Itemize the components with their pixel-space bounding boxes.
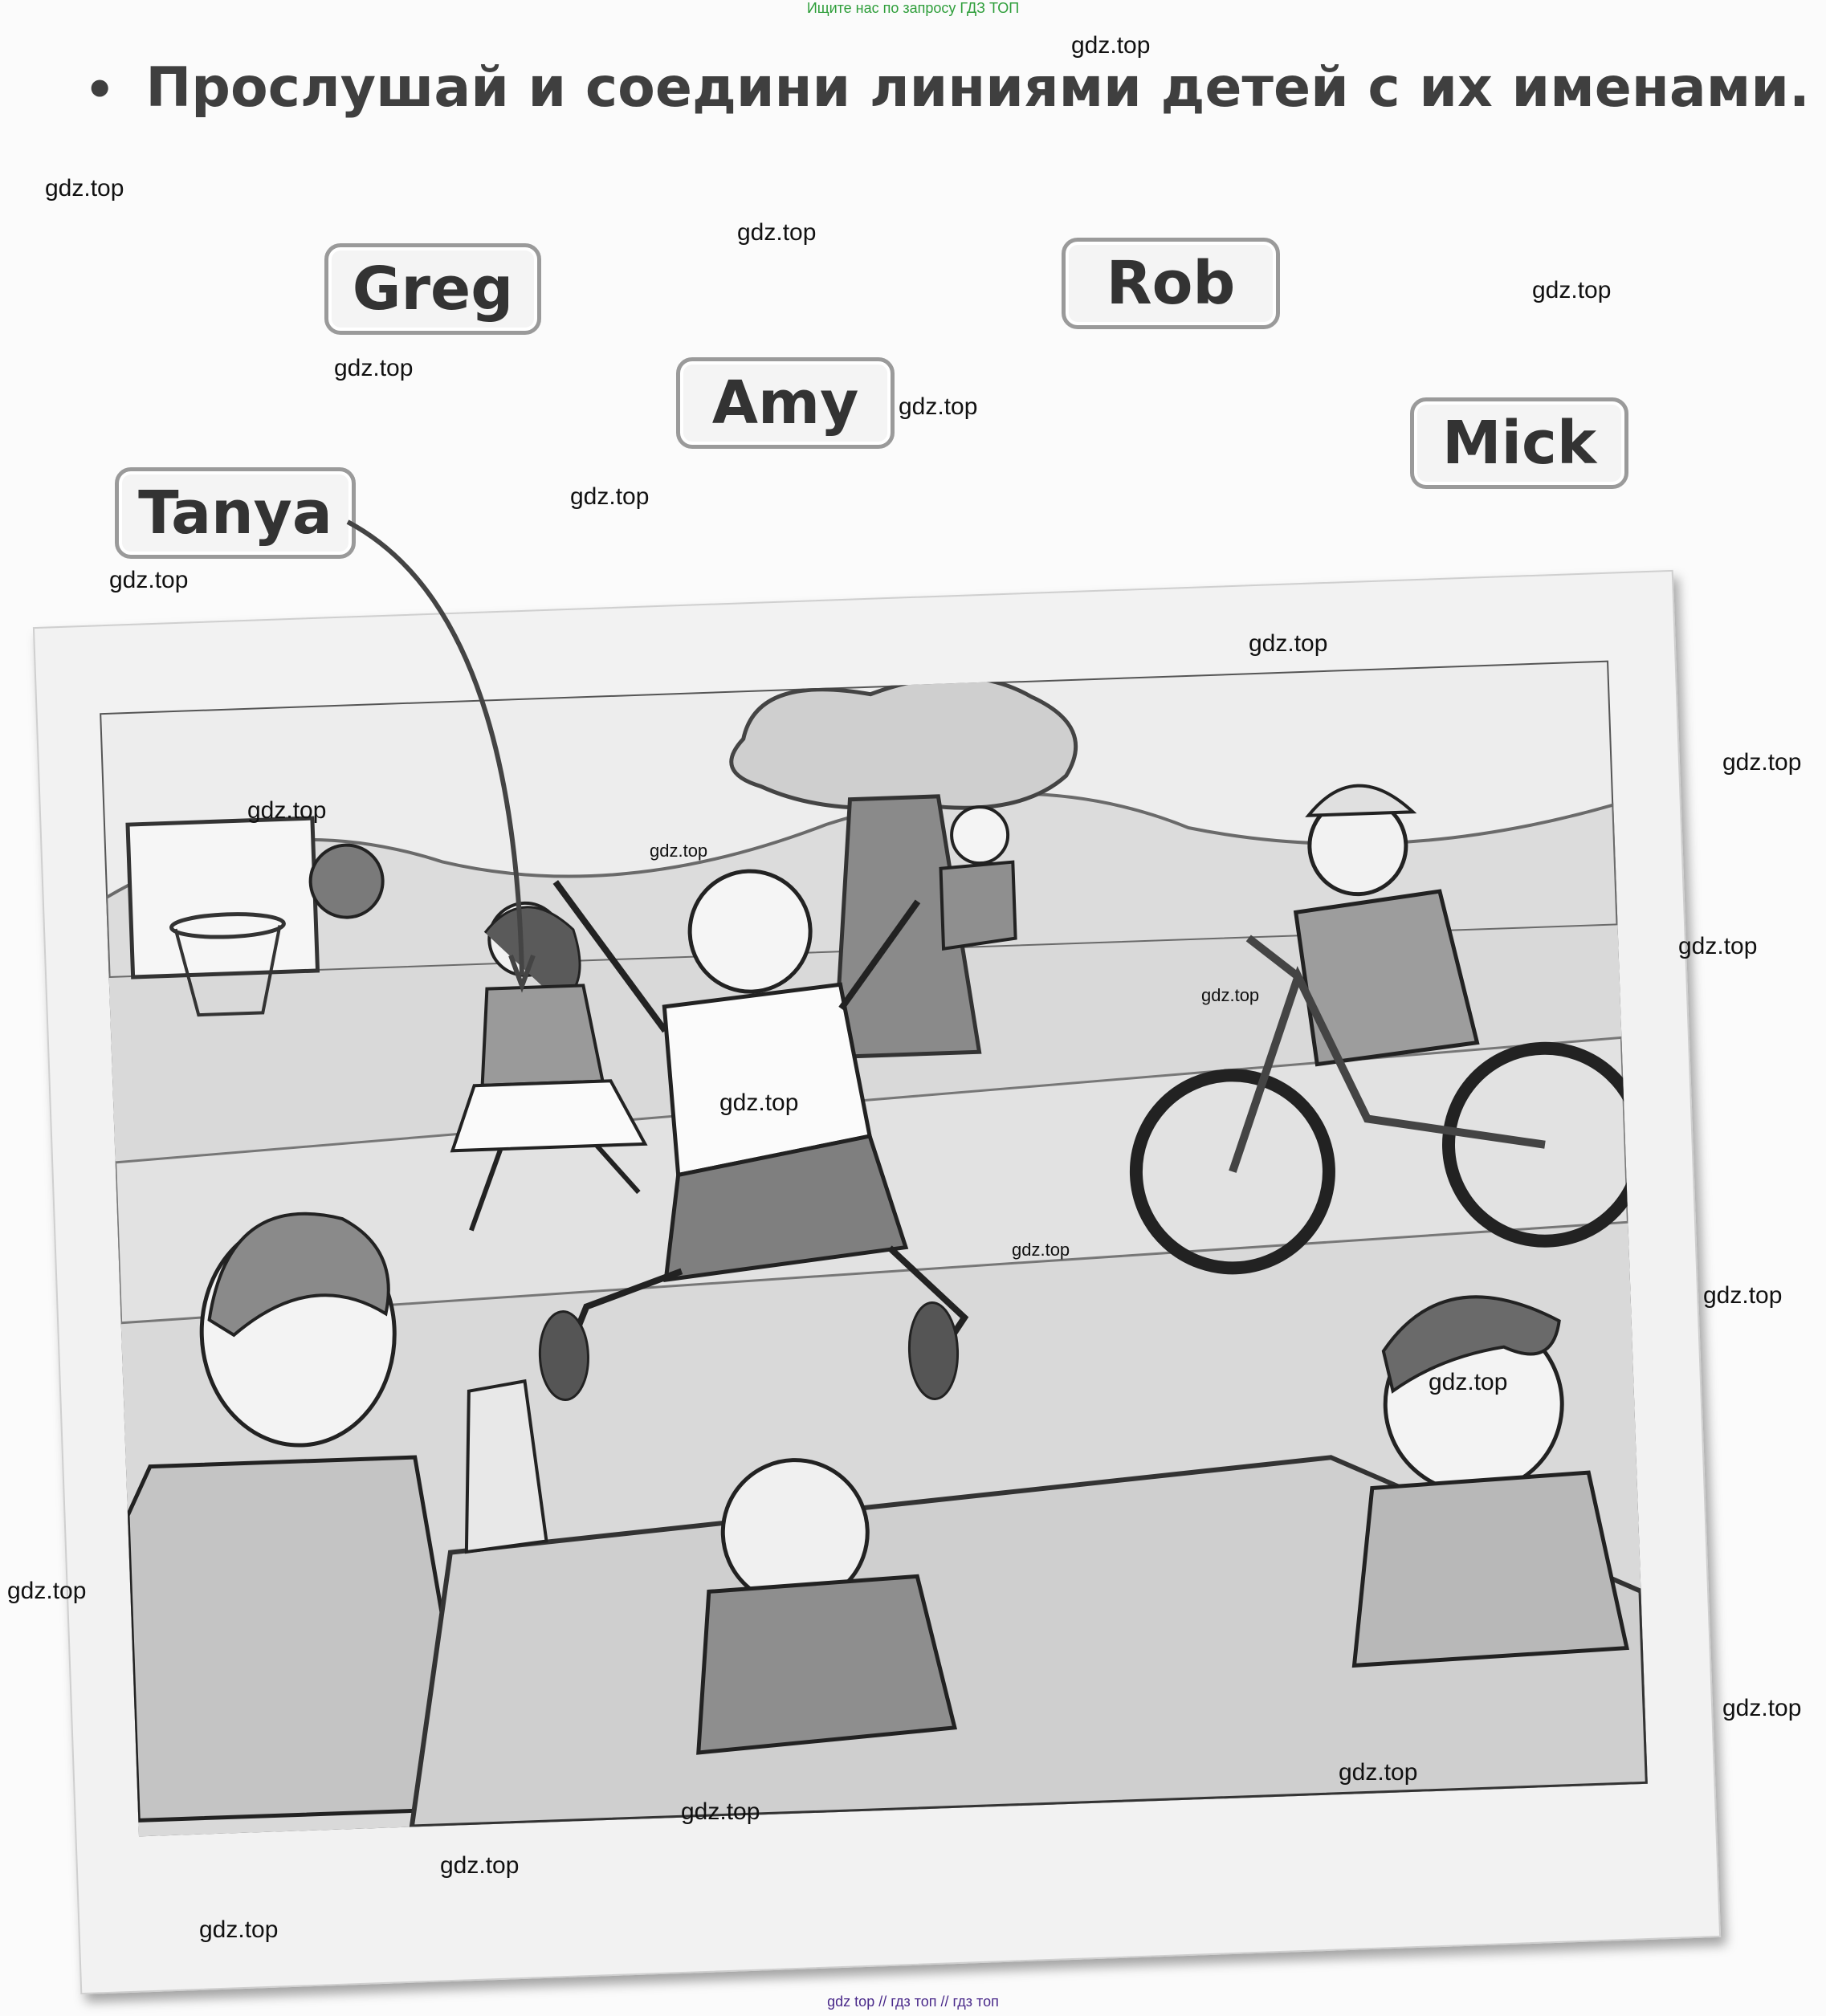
watermark[interactable]: gdz.top xyxy=(1071,32,1151,59)
watermark[interactable]: gdz.top xyxy=(247,797,327,824)
name-box-mick[interactable]: Mick xyxy=(1410,397,1628,489)
watermark[interactable]: gdz.top xyxy=(719,1089,799,1116)
watermark[interactable]: gdz.top xyxy=(7,1578,87,1604)
watermark[interactable]: gdz.top xyxy=(1249,630,1328,657)
name-box-tanya[interactable]: Tanya xyxy=(115,467,356,559)
name-box-amy[interactable]: Amy xyxy=(676,357,895,449)
footer-links[interactable]: gdz top // гдз топ // гдз топ xyxy=(827,1994,999,2010)
watermark[interactable]: gdz.top xyxy=(334,355,414,381)
bullet-icon: • xyxy=(84,62,116,118)
task-instruction-text: Прослушай и соедини линиями детей с их именами. xyxy=(145,56,1810,120)
watermark[interactable]: gdz.top xyxy=(109,567,189,593)
watermark[interactable]: gdz.top xyxy=(1678,933,1758,959)
name-box-rob[interactable]: Rob xyxy=(1062,238,1280,329)
watermark[interactable]: gdz.top xyxy=(199,1916,279,1943)
watermark[interactable]: gdz.top xyxy=(45,175,124,202)
watermark[interactable]: gdz.top xyxy=(1703,1282,1783,1309)
watermark[interactable]: gdz.top xyxy=(737,219,817,246)
name-box-greg[interactable]: Greg xyxy=(324,243,541,335)
watermark[interactable]: gdz.top xyxy=(1722,1695,1802,1721)
watermark[interactable]: gdz.top xyxy=(570,483,650,510)
watermark[interactable]: gdz.top xyxy=(440,1852,520,1879)
watermark[interactable]: gdz.top xyxy=(650,841,708,861)
watermark[interactable]: gdz.top xyxy=(1532,277,1612,303)
watermark[interactable]: gdz.top xyxy=(1012,1240,1070,1260)
watermark[interactable]: gdz.top xyxy=(1429,1369,1508,1395)
watermark[interactable]: gdz.top xyxy=(1722,749,1802,776)
watermark[interactable]: gdz.top xyxy=(681,1798,760,1825)
watermark[interactable]: gdz.top xyxy=(899,393,978,420)
top-search-banner[interactable]: Ищите нас по запросу ГДЗ ТОП xyxy=(806,0,1020,16)
watermark[interactable]: gdz.top xyxy=(1201,985,1260,1005)
watermark[interactable]: gdz.top xyxy=(1339,1759,1418,1786)
